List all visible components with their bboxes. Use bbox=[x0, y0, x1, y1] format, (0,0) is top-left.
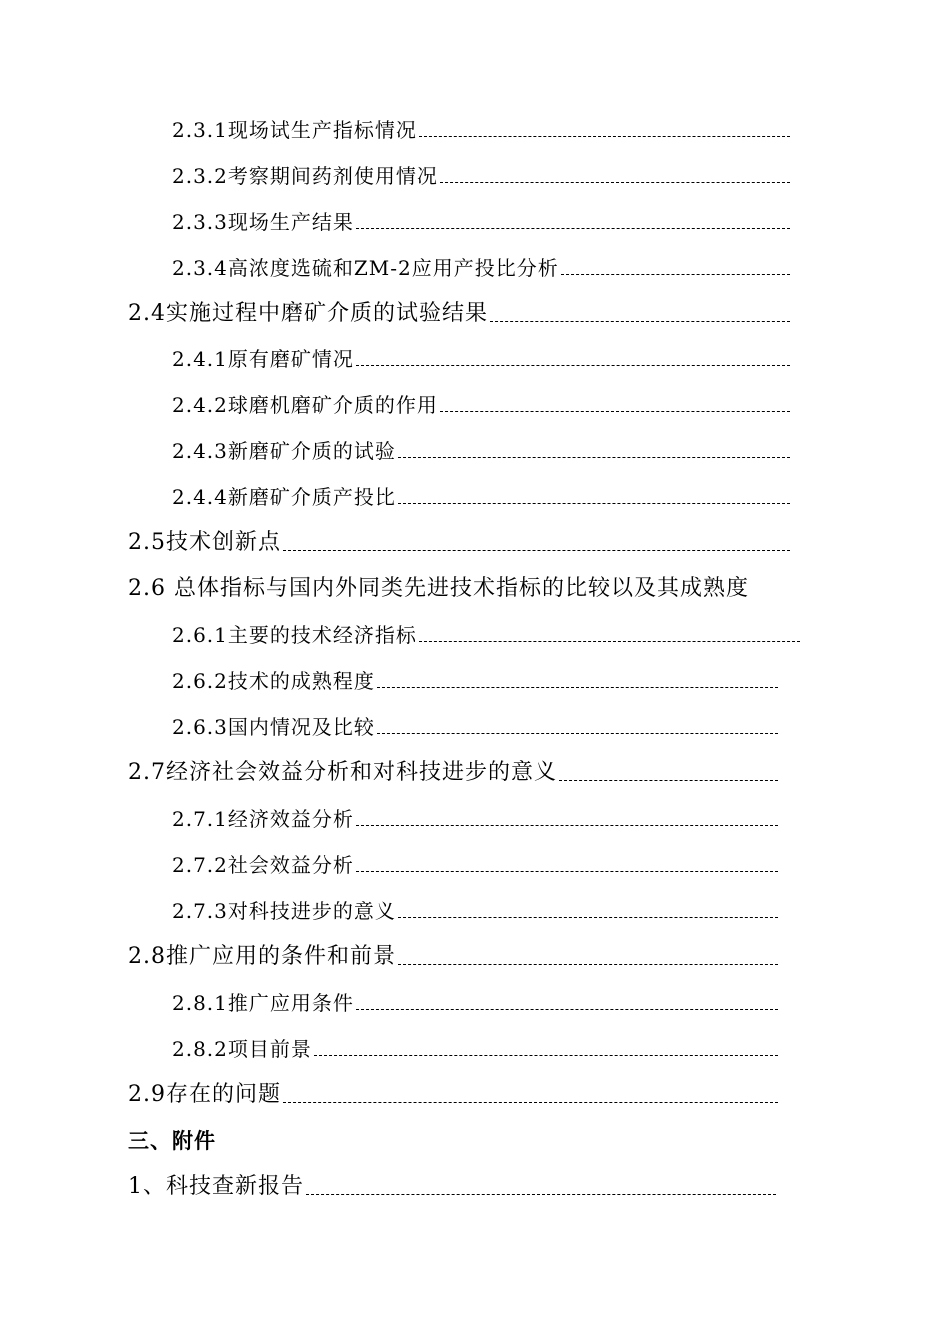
toc-entry-label: 2.4.2球磨机磨矿介质的作用 bbox=[172, 393, 438, 417]
toc-entry-label: 2.4.1原有磨矿情况 bbox=[172, 347, 354, 371]
toc-leader-line bbox=[419, 136, 790, 137]
toc-entry-label: 2.4.3新磨矿介质的试验 bbox=[172, 439, 396, 463]
toc-entry-label: 2.3.4高浓度选硫和ZM-2应用产投比分析 bbox=[172, 256, 559, 280]
toc-leader-line bbox=[356, 365, 790, 366]
toc-entry bbox=[172, 809, 778, 829]
toc-entry bbox=[172, 166, 790, 186]
toc-entry-label: 2.3.1现场试生产指标情况 bbox=[172, 118, 417, 142]
toc-entry-label: 2.7.3对科技进步的意义 bbox=[172, 899, 396, 923]
toc-entry-label: 1、科技查新报告 bbox=[128, 1174, 304, 1199]
toc-entry bbox=[128, 946, 778, 968]
toc-entry bbox=[172, 901, 778, 921]
toc-entry-label: 2.4实施过程中磨矿介质的试验结果 bbox=[128, 301, 488, 326]
toc-entry bbox=[172, 671, 778, 691]
toc-leader-line bbox=[398, 917, 778, 918]
toc-entry bbox=[172, 120, 790, 140]
toc-entry-label: 2.7.2社会效益分析 bbox=[172, 853, 354, 877]
section-heading-label: 三、附件 bbox=[128, 1128, 216, 1153]
toc-leader-line bbox=[398, 964, 778, 965]
toc-leader-line bbox=[356, 1009, 778, 1010]
toc-entry-label: 2.7经济社会效益分析和对科技进步的意义 bbox=[128, 760, 557, 785]
toc-entry-label: 2.7.1经济效益分析 bbox=[172, 807, 354, 831]
toc-entry bbox=[128, 1084, 778, 1106]
toc-entry bbox=[172, 855, 778, 875]
toc-leader-line bbox=[356, 228, 790, 229]
toc-entry bbox=[172, 717, 778, 737]
toc-entry bbox=[128, 303, 790, 325]
toc-entry-label: 2.6.1主要的技术经济指标 bbox=[172, 623, 417, 647]
toc-leader-line bbox=[440, 411, 790, 412]
toc-leader-line bbox=[561, 274, 790, 275]
toc-entry bbox=[172, 212, 790, 232]
toc-entry-label: 2.3.3现场生产结果 bbox=[172, 210, 354, 234]
toc-entry bbox=[172, 993, 778, 1013]
toc-leader-line bbox=[490, 321, 790, 322]
toc-entry bbox=[172, 1039, 778, 1059]
toc-leader-line bbox=[398, 457, 790, 458]
toc-leader-line bbox=[314, 1055, 778, 1056]
toc-leader-line bbox=[356, 871, 778, 872]
toc-entry bbox=[172, 487, 790, 507]
toc-entry bbox=[172, 441, 790, 461]
toc-entry-label: 2.4.4新磨矿介质产投比 bbox=[172, 485, 396, 509]
toc-leader-line bbox=[398, 503, 790, 504]
toc-leader-line bbox=[419, 641, 800, 642]
toc-entry bbox=[128, 532, 790, 554]
toc-leader-line bbox=[306, 1194, 776, 1195]
toc-leader-line bbox=[377, 733, 778, 734]
toc-entry-label: 2.9存在的问题 bbox=[128, 1082, 281, 1107]
toc-entry bbox=[128, 762, 778, 784]
toc-entry-label: 2.6 总体指标与国内外同类先进技术指标的比较以及其成熟度 bbox=[128, 576, 749, 601]
toc-entry bbox=[172, 349, 790, 369]
toc-leader-line bbox=[559, 780, 778, 781]
toc-entry bbox=[128, 1176, 776, 1198]
section-heading bbox=[128, 1130, 428, 1151]
toc-leader-line bbox=[440, 182, 790, 183]
toc-entry bbox=[128, 578, 828, 600]
toc-entry-label: 2.8推广应用的条件和前景 bbox=[128, 944, 396, 969]
toc-entry-label: 2.6.2技术的成熟程度 bbox=[172, 669, 375, 693]
toc-leader-line bbox=[356, 825, 778, 826]
toc-entry-label: 2.6.3国内情况及比较 bbox=[172, 715, 375, 739]
toc-leader-line bbox=[283, 550, 790, 551]
toc-entry-label: 2.8.2项目前景 bbox=[172, 1037, 312, 1061]
toc-entry-label: 2.3.2考察期间药剂使用情况 bbox=[172, 164, 438, 188]
toc-leader-line bbox=[283, 1102, 778, 1103]
toc-entry-label: 2.5技术创新点 bbox=[128, 530, 281, 555]
toc-entry bbox=[172, 625, 800, 645]
toc-leader-line bbox=[377, 687, 778, 688]
toc-entry-label: 2.8.1推广应用条件 bbox=[172, 991, 354, 1015]
toc-entry bbox=[172, 258, 790, 278]
toc-entry bbox=[172, 395, 790, 415]
